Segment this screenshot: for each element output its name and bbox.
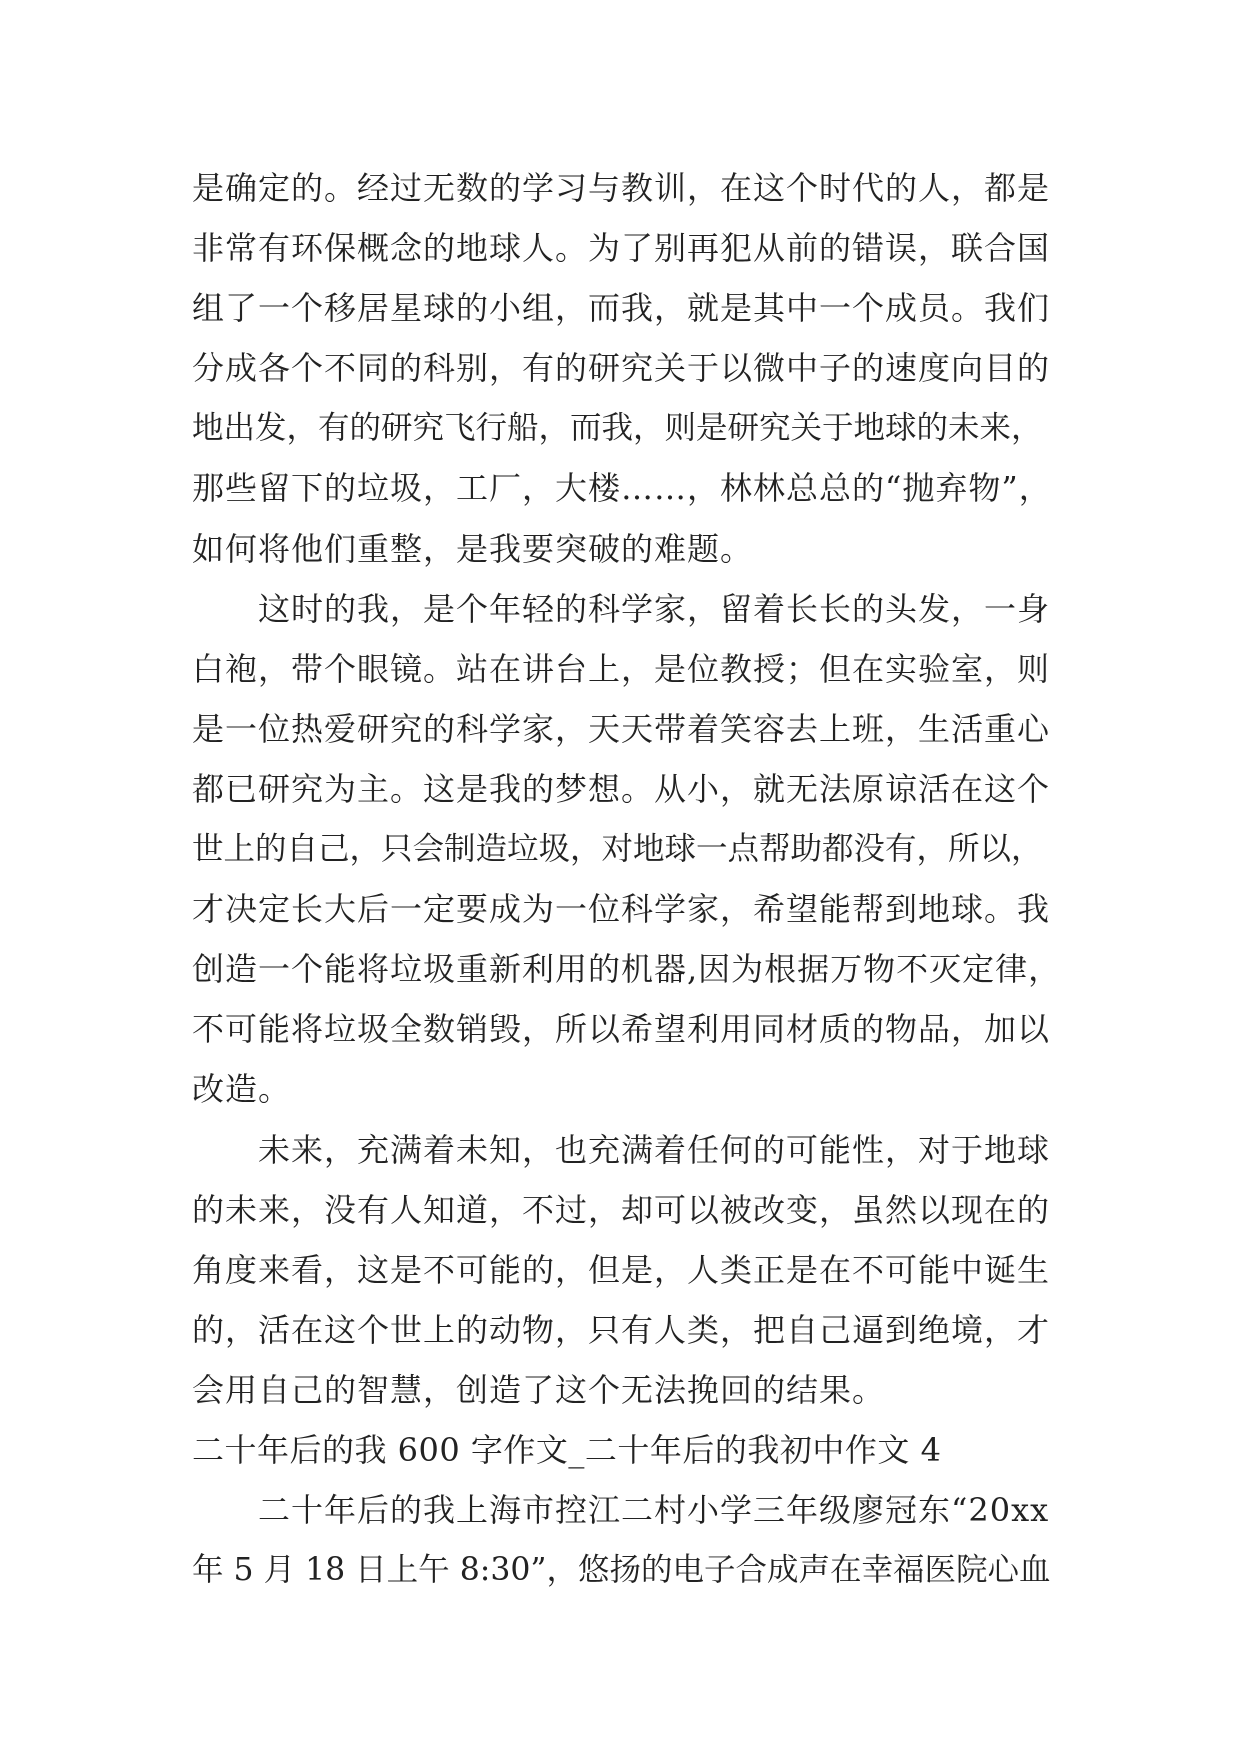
text-line: 白袍，带个眼镜。站在讲台上，是位教授；但在实验室，则 — [192, 649, 1051, 688]
text-line: 角度来看，这是不可能的，但是，人类正是在不可能中诞生 — [192, 1250, 1051, 1289]
text-line: 都已研究为主。这是我的梦想。从小，就无法原谅活在这个 — [192, 769, 1051, 808]
paragraph-first-line: 二十年后的我上海市控江二村小学三年级廖冠东“20xx — [258, 1491, 1050, 1530]
text-line: 不可能将垃圾全数销毁，所以希望利用同材质的物品，加以 — [192, 1010, 1051, 1049]
text-line: 改造。 — [192, 1070, 292, 1109]
text-line: 地出发，有的研究飞行船，而我，则是研究关于地球的未来， — [192, 410, 1043, 447]
text-line: 的，活在这个世上的动物，只有人类，把自己逼到绝境，才 — [192, 1310, 1051, 1349]
text-line: 如何将他们重整，是我要突破的难题。 — [192, 529, 754, 568]
text-line: 那些留下的垃圾，工厂，大楼……，林林总总的“抛弃物”， — [192, 469, 1052, 508]
text-line: 非常有环保概念的地球人。为了别再犯从前的错误，联合国 — [192, 229, 1051, 268]
text-line: 才决定长大后一定要成为一位科学家，希望能帮到地球。我 — [192, 890, 1051, 929]
text-line: 世上的自己，只会制造垃圾，对地球一点帮助都没有，所以， — [192, 831, 1043, 868]
text-line: 的未来，没有人知道，不过，却可以被改变，虽然以现在的 — [192, 1190, 1051, 1229]
paragraph-first-line: 这时的我，是个年轻的科学家，留着长长的头发，一身 — [258, 589, 1051, 628]
section-heading: 二十年后的我 600 字作文_二十年后的我初中作文 4 — [192, 1430, 942, 1469]
text-line: 分成各个不同的科别，有的研究关于以微中子的速度向目的 — [192, 349, 1051, 388]
text-line: 是一位热爱研究的科学家，天天带着笑容去上班，生活重心 — [192, 709, 1051, 748]
paragraph-first-line: 未来，充满着未知，也充满着任何的可能性，对于地球 — [258, 1130, 1051, 1169]
document-body — [192, 158, 1062, 1600]
text-line: 组了一个移居星球的小组，而我，就是其中一个成员。我们 — [192, 289, 1051, 328]
text-line: 会用自己的智慧，创造了这个无法挽回的结果。 — [192, 1370, 886, 1409]
text-line: 年 5 月 18 日上午 8:30”，悠扬的电子合成声在幸福医院心血 — [192, 1552, 1051, 1589]
text-line: 是确定的。经过无数的学习与教训，在这个时代的人，都是 — [192, 169, 1051, 207]
text-line: 创造一个能将垃圾重新利用的机器,因为根据万物不灭定律， — [192, 950, 1062, 989]
